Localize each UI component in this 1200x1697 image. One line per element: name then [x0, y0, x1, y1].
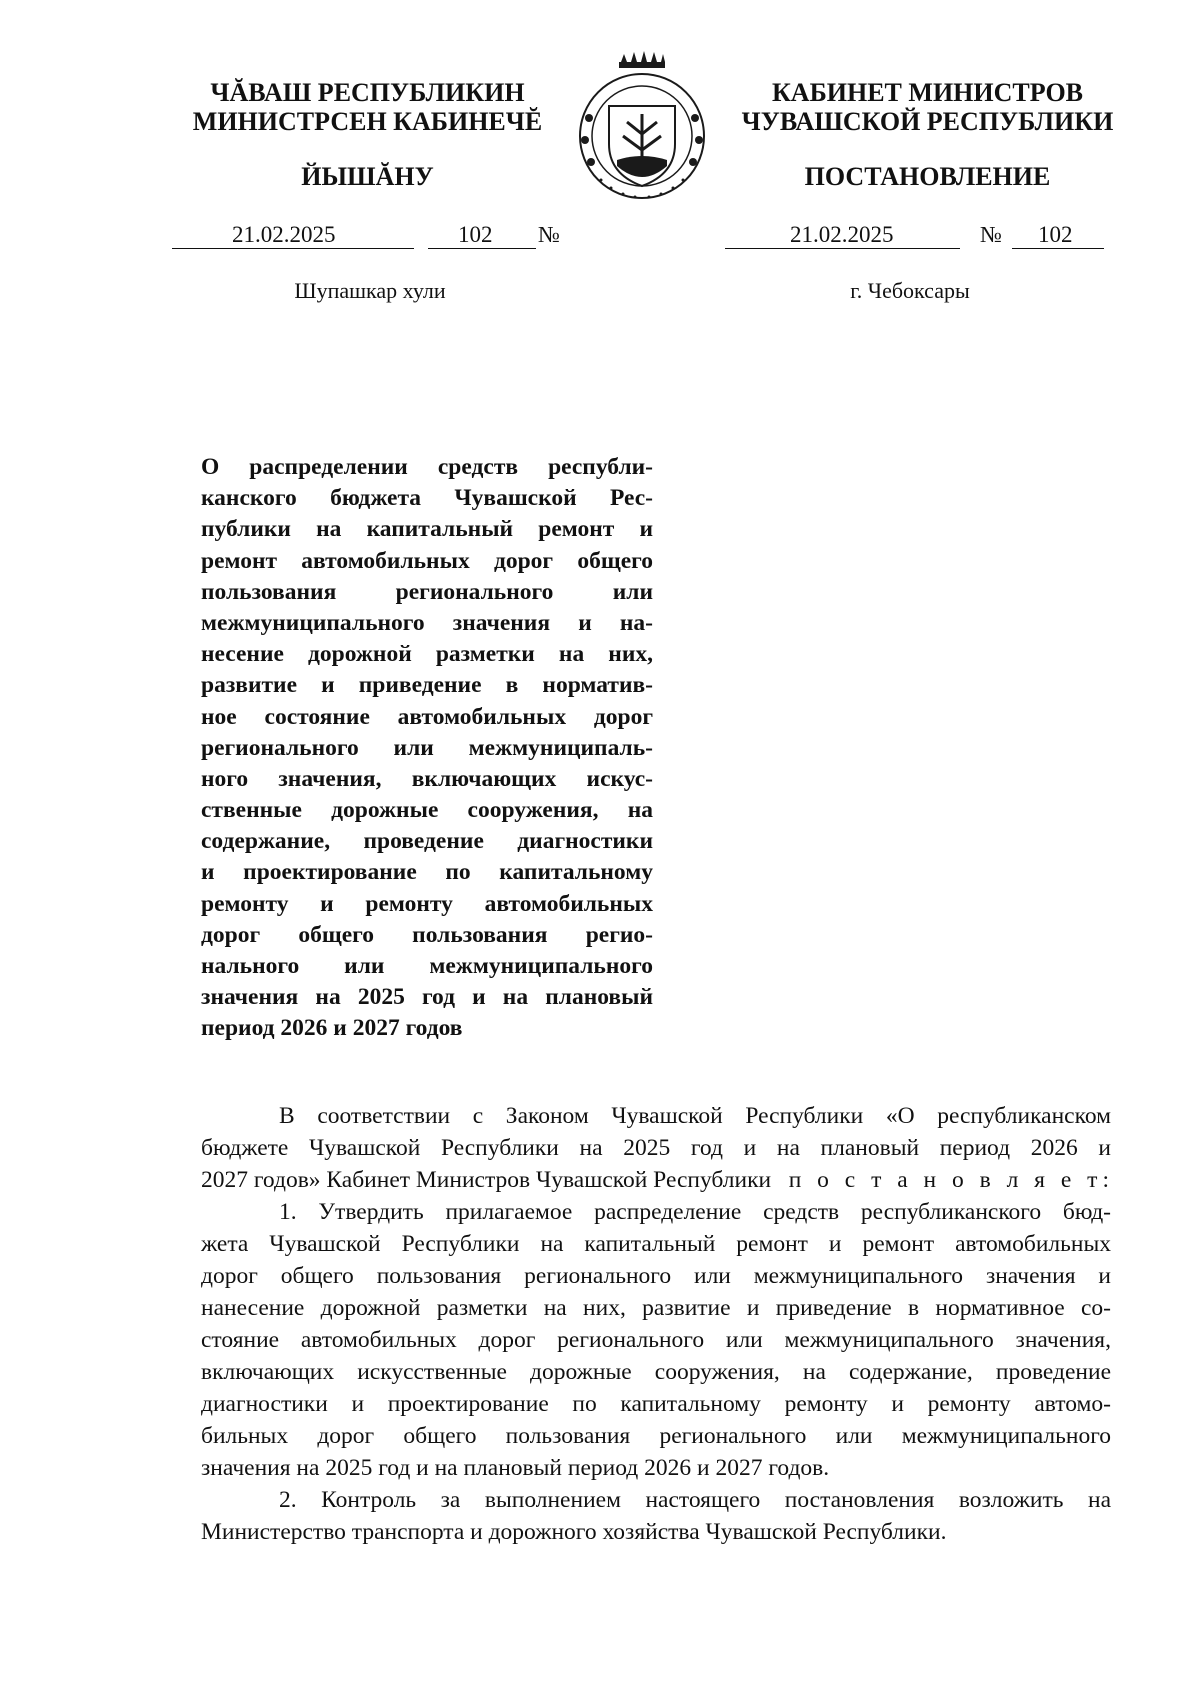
title-line: значения на 2025 год и на плановый — [201, 984, 653, 1011]
left-header-line2: МИНИСТРСЕН КАБИНЕЧĔ — [192, 107, 543, 136]
right-number: 102 — [1038, 222, 1073, 247]
title-line: ного значения, включающих искус- — [201, 765, 653, 792]
left-header-line1: ЧĂВАШ РЕСПУБЛИКИН — [210, 78, 525, 107]
title-line: ственные дорожные сооружения, на — [201, 797, 653, 824]
preamble-line: В соответствии с Законом Чувашской Республики «О республиканском — [279, 1103, 1111, 1129]
item1-line: нанесение дорожной разметки на них, развитие и приведение в нормативное со- — [201, 1295, 1111, 1321]
left-doc-type: ЙЫШĂНУ — [301, 162, 434, 191]
right-date-underline — [725, 248, 960, 249]
title-line: публики на капитальный ремонт и — [201, 516, 653, 543]
right-date: 21.02.2025 — [790, 222, 894, 247]
title-line: ремонт автомобильных дорог общего — [201, 547, 653, 574]
preamble-text: 2027 годов» Кабинет Министров Чувашской Республики — [201, 1167, 772, 1193]
right-header-line1: КАБИНЕТ МИНИСТРОВ — [771, 78, 1084, 107]
title-line: дорог общего пользования регио- — [201, 921, 653, 948]
left-date-underline — [172, 248, 414, 249]
right-city: г. Чебоксары — [850, 278, 970, 303]
title-line: и проектирование по капитальному — [201, 859, 653, 886]
document-title — [201, 452, 653, 1045]
left-number: 102 — [458, 222, 493, 247]
right-doc-type: ПОСТАНОВЛЕНИЕ — [804, 162, 1051, 191]
title-line: пользования регионального или — [201, 578, 653, 605]
title-line: содержание, проведение диагностики — [201, 828, 653, 855]
document-body — [201, 1100, 1114, 1548]
item1-line: 1. Утвердить прилагаемое распределение средств республиканского бюд- — [279, 1199, 1111, 1225]
title-line: развитие и приведение в норматив- — [201, 672, 653, 699]
preamble-line: бюджете Чувашской Республики на 2025 год и на плановый период 2026 и — [201, 1135, 1111, 1161]
left-number-sign: № — [538, 222, 560, 247]
title-line: регионального или межмуниципаль- — [201, 734, 653, 761]
title-line: межмуниципального значения и на- — [201, 609, 653, 636]
item1-line: включающих искусственные дорожные сооружения, на содержание, проведение — [201, 1359, 1111, 1385]
left-city: Шупашкар хули — [294, 278, 446, 303]
left-number-underline — [428, 248, 536, 249]
item1-line: бильных дорог общего пользования регионального или межмуниципального — [201, 1423, 1111, 1449]
coat-of-arms — [571, 48, 713, 203]
title-line: ремонту и ремонту автомобильных — [201, 890, 653, 917]
title-line: нального или межмуниципального — [201, 953, 653, 979]
item1-line: жета Чувашской Республики на капитальный ремонт и ремонт автомобильных — [201, 1231, 1111, 1257]
right-number-underline — [1012, 248, 1104, 249]
item1-line: значения на 2025 год и на плановый период 2026 и 2027 годов. — [201, 1455, 830, 1481]
item1-line: дорог общего пользования регионального или межмуниципального значения и — [201, 1263, 1111, 1289]
preamble-verb: п о с т а н о в л я е т: — [788, 1167, 1114, 1193]
item1-line: стояние автомобильных дорог регионального или межмуниципального значения, — [201, 1327, 1111, 1353]
title-line: несение дорожной разметки на них, — [201, 641, 653, 668]
preamble-line-last — [201, 1164, 1114, 1196]
title-line: ное состояние автомобильных дорог — [201, 703, 653, 730]
title-line: канского бюджета Чувашской Рес- — [201, 485, 653, 512]
item2-line: 2. Контроль за выполнением настоящего постановления возложить на — [279, 1487, 1111, 1513]
right-number-sign: № — [980, 222, 1002, 247]
left-date: 21.02.2025 — [232, 222, 336, 247]
title-line: О распределении средств республи- — [201, 454, 653, 480]
item1-line: диагностики и проектирование по капитальному ремонту и ремонту автомо- — [201, 1391, 1111, 1417]
title-line: период 2026 и 2027 годов — [201, 1015, 463, 1042]
item2-line: Министерство транспорта и дорожного хозяйства Чувашской Республики. — [201, 1519, 947, 1545]
right-header-line2: ЧУВАШСКОЙ РЕСПУБЛИКИ — [741, 107, 1114, 136]
